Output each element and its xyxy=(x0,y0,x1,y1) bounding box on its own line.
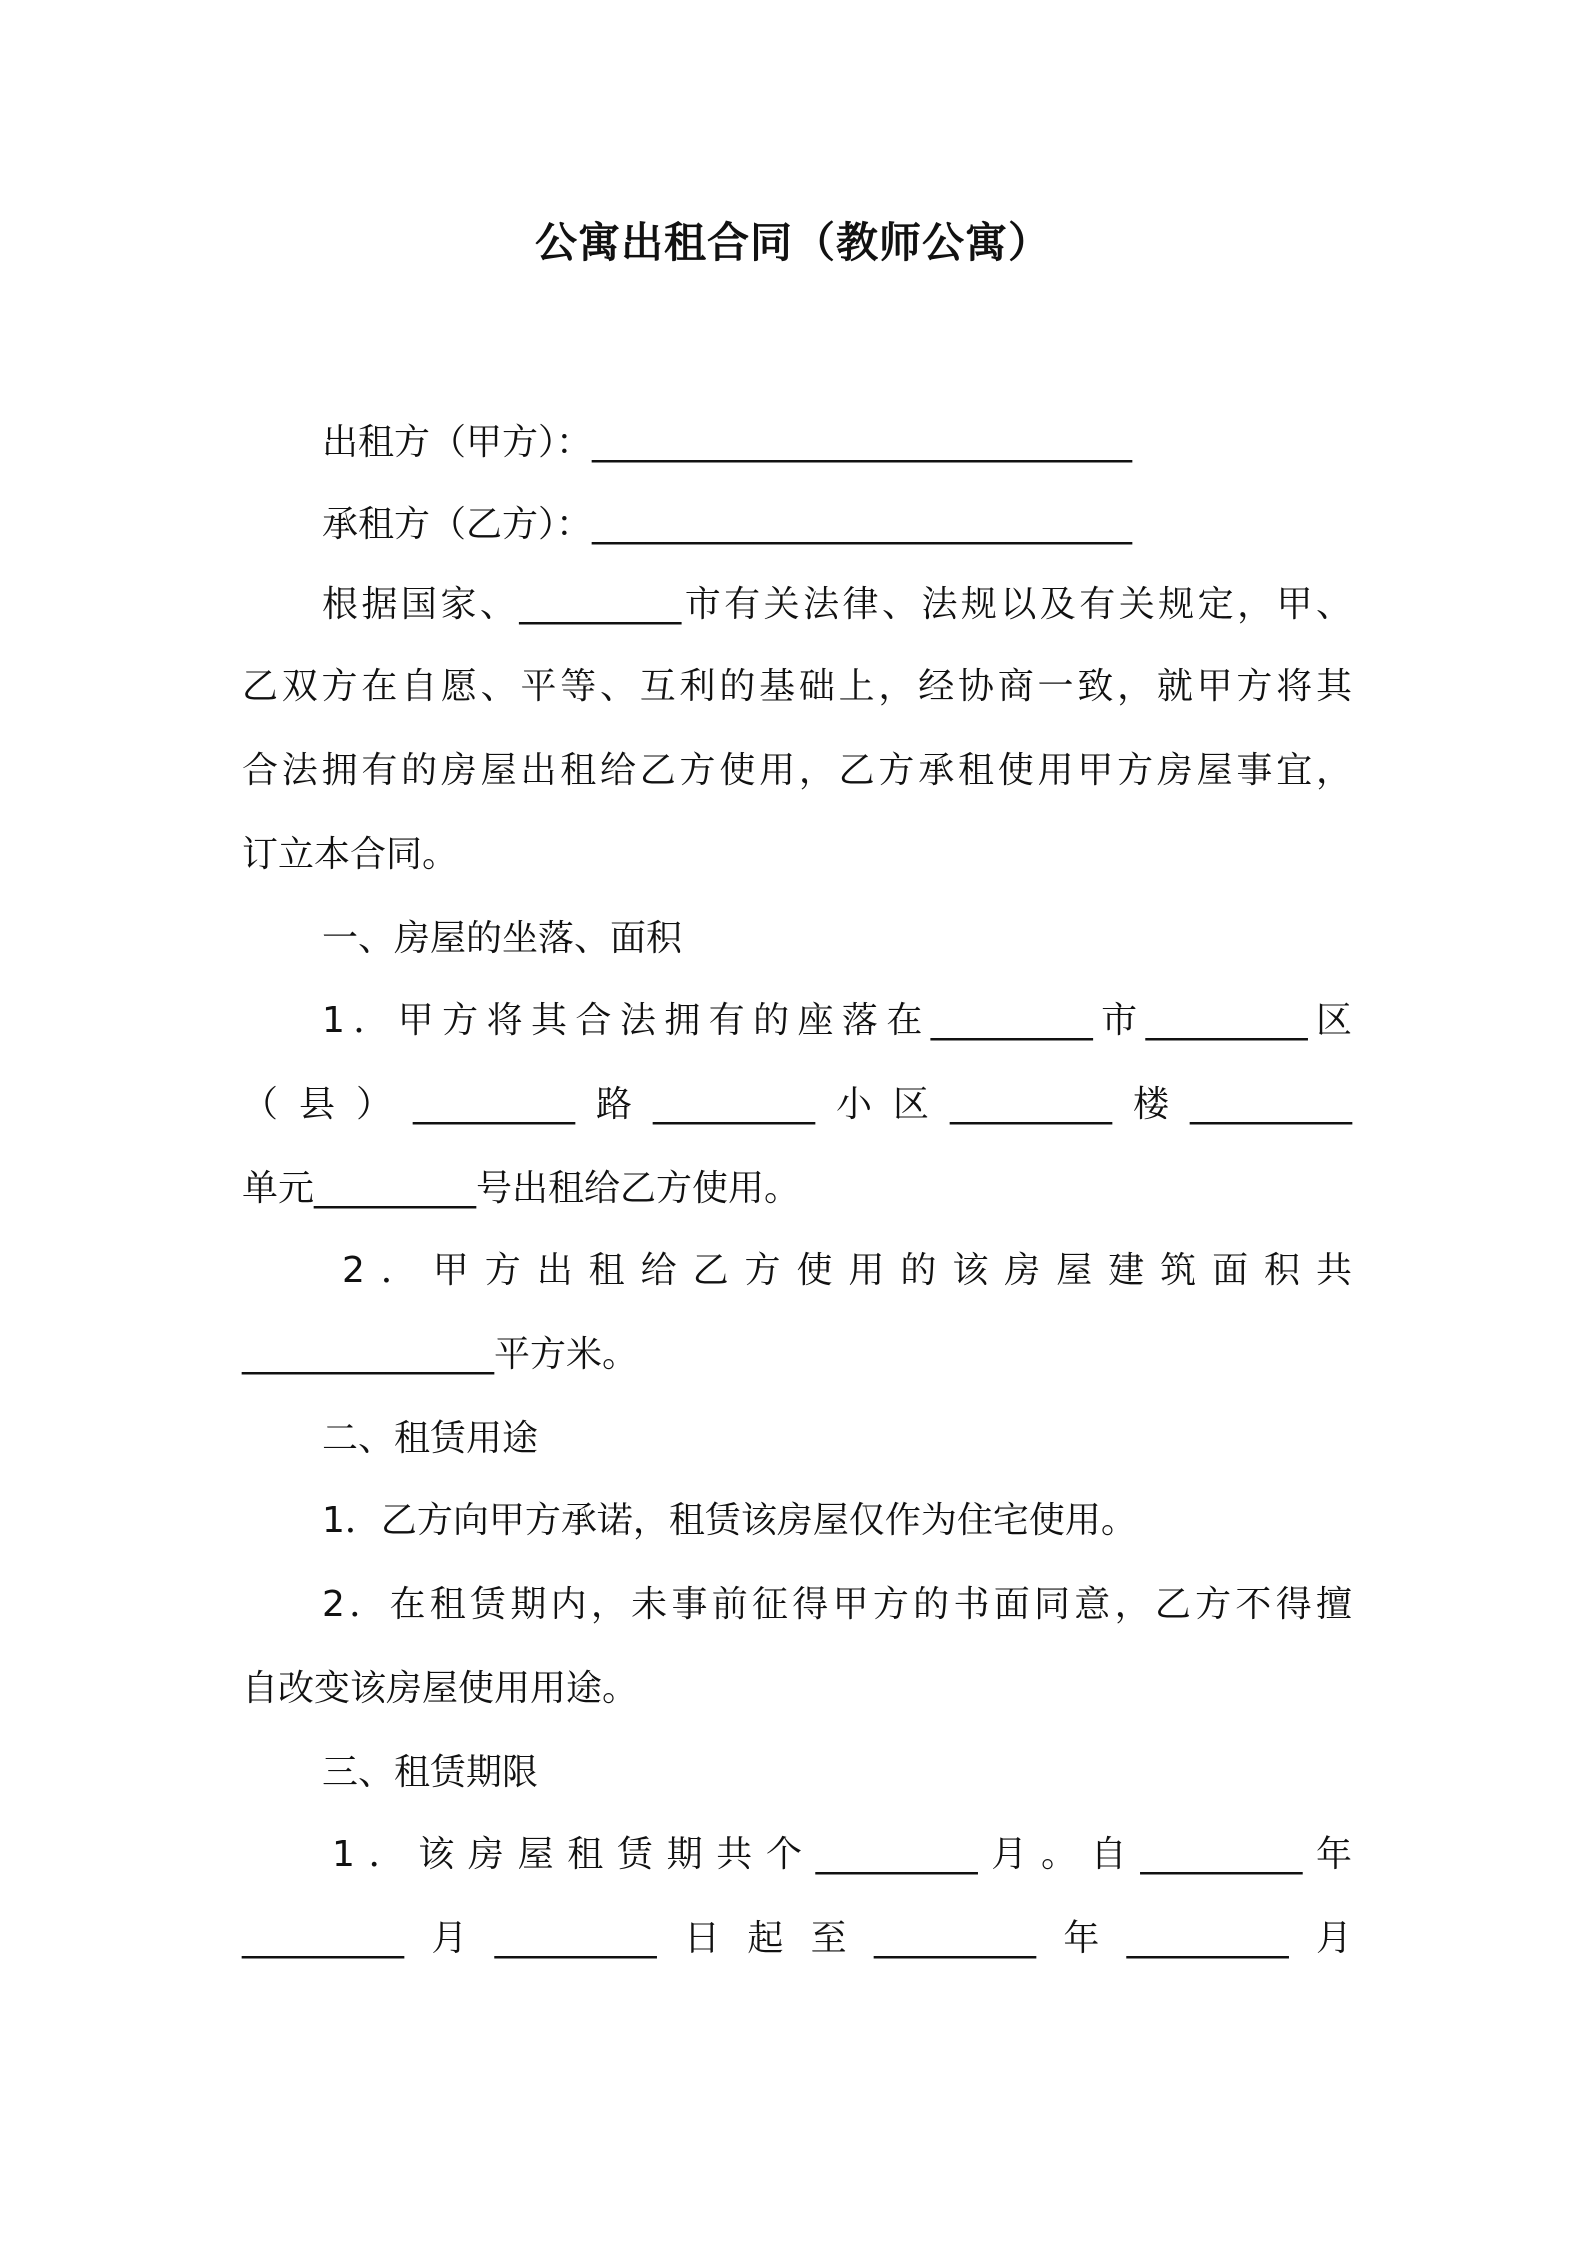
clause-line: 2．在租赁期内，未事前征得甲方的书面同意，乙方不得擅 xyxy=(322,1584,1352,1625)
section-heading: 一、房屋的坐落、面积 xyxy=(322,918,683,959)
document-title: 公寓出租合同（教师公寓） xyxy=(534,218,1051,267)
lessor-line: 出租方（甲方）：______________________________ xyxy=(322,422,1133,463)
section-heading: 二、租赁用途 xyxy=(322,1418,539,1459)
clause-line: _________月_________日起至_________年_________月 xyxy=(242,1918,1352,1959)
clause-line: ______________平方米。 xyxy=(242,1334,639,1375)
clause-line: 1．乙方向甲方承诺，租赁该房屋仅作为住宅使用。 xyxy=(322,1500,1137,1541)
clause-line: 单元_________号出租给乙方使用。 xyxy=(242,1168,801,1209)
paragraph-line: 合法拥有的房屋出租给乙方使用，乙方承租使用甲方房屋事宜， xyxy=(242,750,1352,791)
paragraph-line: 乙双方在自愿、平等、互利的基础上，经协商一致，就甲方将其 xyxy=(242,666,1352,707)
paragraph-line: 订立本合同。 xyxy=(242,834,459,875)
clause-line: 1．甲方将其合法拥有的座落在_________市_________区 xyxy=(322,1000,1352,1041)
clause-line: 2．甲方出租给乙方使用的该房屋建筑面积共 xyxy=(342,1250,1352,1291)
section-heading: 三、租赁期限 xyxy=(322,1752,539,1793)
clause-line: 自改变该房屋使用用途。 xyxy=(242,1668,639,1709)
lessee-line: 承租方（乙方）：______________________________ xyxy=(322,504,1133,545)
paragraph-line: 根据国家、_________市有关法律、法规以及有关规定，甲、 xyxy=(322,584,1352,625)
clause-line: （县）_________路_________小区_________楼_________ xyxy=(242,1084,1352,1125)
clause-line: 1．该房屋租赁期共个_________月。自_________年 xyxy=(332,1834,1352,1875)
